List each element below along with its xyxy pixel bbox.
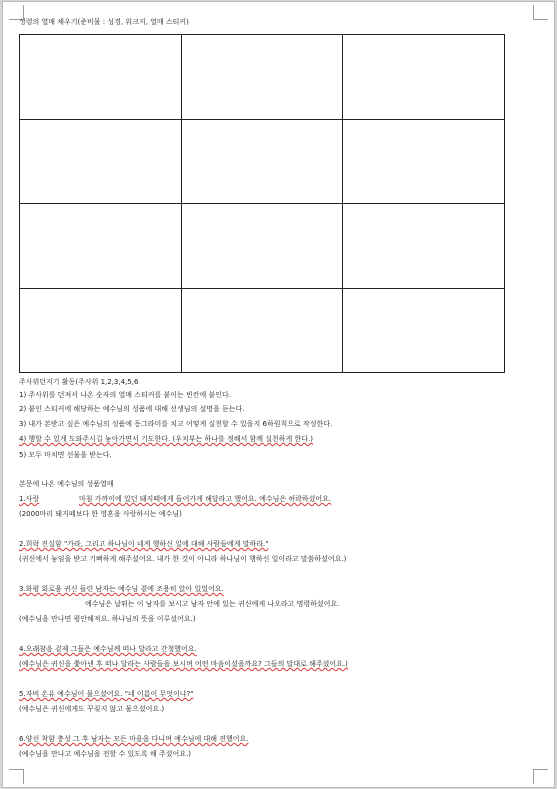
grid-cell[interactable] [181,288,343,373]
grid-cell[interactable] [343,35,505,120]
activity-step[interactable]: 1) 주사위를 던져서 나온 숫자의 열매 스티커를 붙이는 빈칸에 붙인다. [19,391,232,399]
fruit-item-line[interactable]: 2.희락 진실함 "가라, 그리고 하나님이 네게 행하신 일에 대해 사람들에게 말하라." [19,540,269,548]
fruit-item-line[interactable]: 5.자비 온유 예수님이 물으셨어요. "네 이름이 무엇이냐?" [19,690,194,698]
crop-mark-bottom-left [9,769,24,784]
section-title[interactable]: 본문에 나온 예수님의 성품열매 [19,480,114,488]
grid-cell[interactable] [181,35,343,120]
crop-mark-top-right [533,5,548,20]
grid-cell[interactable] [20,204,182,289]
activity-step[interactable]: 2) 붙인 스티커에 해당하는 예수님의 성품에 대해 선생님의 설명을 듣는다. [19,405,245,413]
worksheet-title[interactable]: 성령의 열매 채우기(준비물 : 성경, 워크지, 열매 스티커) [19,18,189,26]
document-page [2,1,555,788]
activity-step[interactable]: 3) 내가 본받고 싶은 예수님의 성품에 동그라미를 치고 어떻게 실천할 수 있을지 6하원칙으로 작성한다. [19,420,333,428]
fruit-item-note[interactable]: (예수님을 만나고 예수님을 전할 수 있도록 해 주셨어요.) [19,750,192,758]
fruit-sticker-grid [19,34,505,373]
fruit-item-line[interactable]: 4.오래참음 겉제 그들은 예수님께 떠나 달라고 간청했어요. [19,645,197,653]
grid-cell[interactable] [20,288,182,373]
fruit-item-note[interactable]: (예수님은 귀신을 쫓아낸 후 떠나 달라는 사람들을 보시며 어떤 마음이셨을까요? 그들의 말대로 해주셨어요.) [19,660,348,668]
fruit-item-note[interactable]: (예수님을 만나면 평안해져요. 하나님의 뜻을 이루셨어요.) [19,615,196,623]
fruit-item-line[interactable]: 6.양선 착함 충성 그 후 남자는 모든 마을을 다니며 예수님에 대해 전했어요. [19,735,249,743]
grid-cell[interactable] [20,119,182,204]
activity-header[interactable]: 주사위던지기 활동(주사위 1,2,3,4,5,6 [19,378,139,386]
fruit-item-line[interactable]: 1.사랑 [19,495,40,503]
activity-step[interactable]: 4) 행할 수 있게 도와주시길 놓아가면서 기도한다. (우치부는 하나를 정해서 함께 실천하게 한다.) [19,435,313,443]
grid-cell[interactable] [343,119,505,204]
grid-cell[interactable] [181,119,343,204]
grid-cell[interactable] [20,35,182,120]
crop-mark-bottom-right [533,769,548,784]
grid-cell[interactable] [181,204,343,289]
fruit-item-note[interactable]: (귀신에서 놓임을 받고 기뻐하게 해주셨어요. 내가 한 것이 아니라 하나님이 행하신 일이라고 말씀하셨어요.) [19,555,347,563]
fruit-item-line[interactable]: 3.화평 회로움 귀신 들린 남자는 예수님 곁에 조용히 앉아 있었어요. [19,585,224,593]
fruit-item-line[interactable]: 예수님은 날뛰는 이 남자를 보시고 남자 안에 있는 귀신에게 나오라고 명령하셨어요. [85,600,340,608]
fruit-item-note[interactable]: (2000마리 돼지떼보다 한 영혼을 사랑하시는 예수님) [19,510,182,518]
grid-cell[interactable] [343,204,505,289]
grid-cell[interactable] [343,288,505,373]
activity-step[interactable]: 5) 모두 마치면 선물을 받는다. [19,451,112,459]
fruit-item-note[interactable]: (예수님은 귀신에게도 꾸짖지 않고 물으셨어요.) [19,705,165,713]
fruit-item-line[interactable]: 마침 가까이에 있던 돼지떼에게 들어가게 해달라고 했어요. 예수님은 허락하셨어요. [79,495,332,503]
